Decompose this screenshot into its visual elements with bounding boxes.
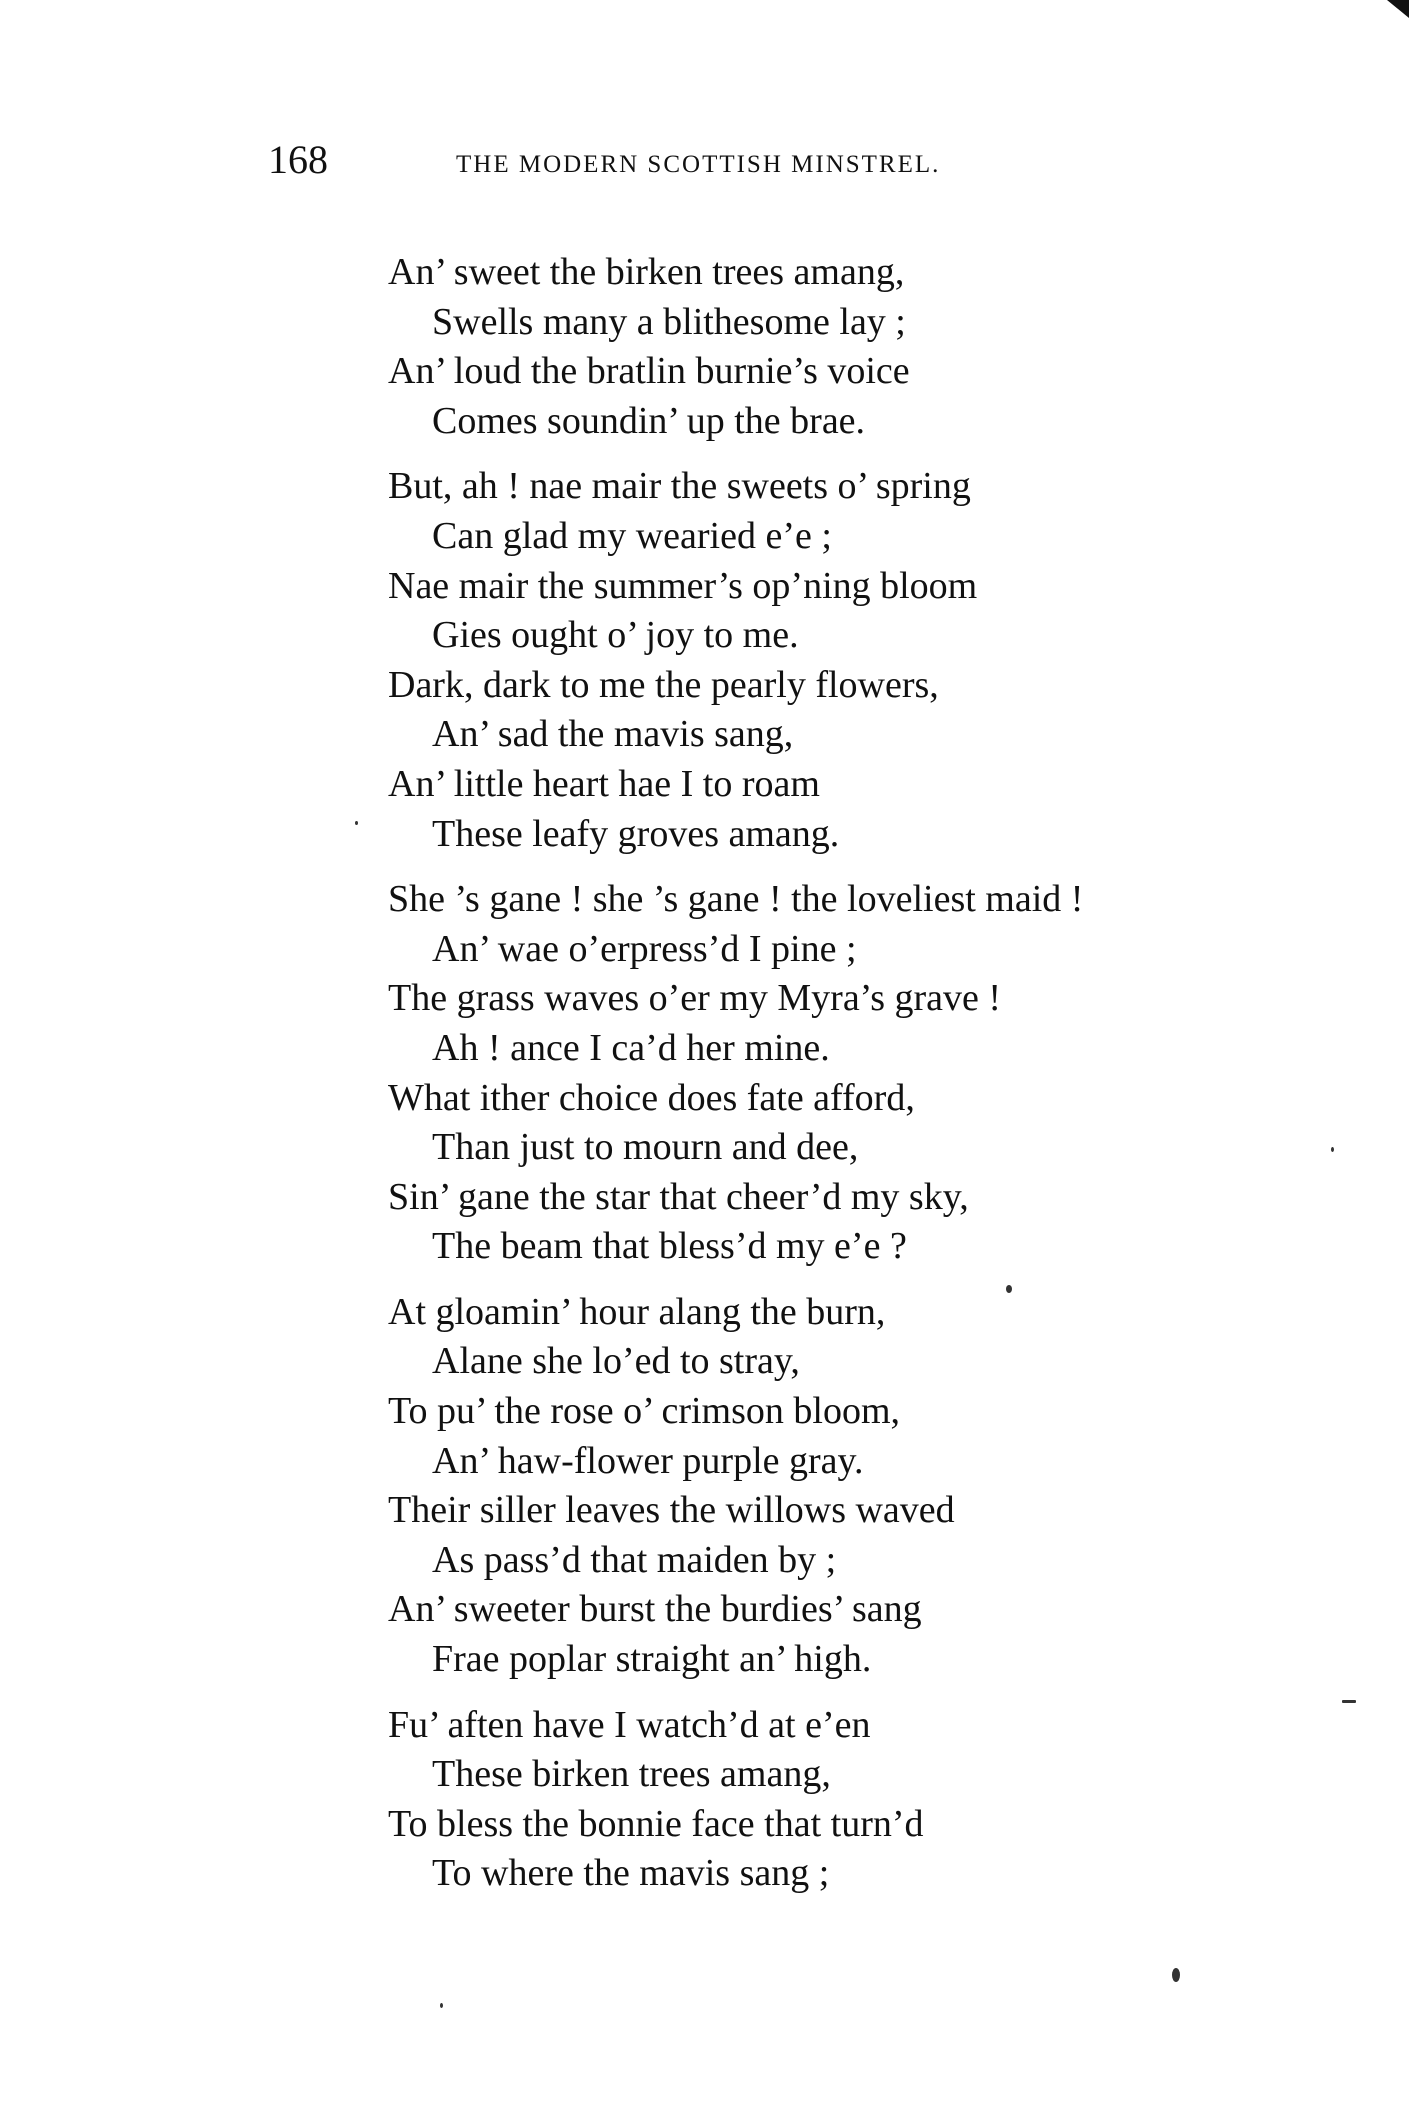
poem-line: Comes soundin’ up the brae. [432,399,866,442]
poem-line: Swells many a blithesome lay ; [432,300,906,343]
poem-line: Ah ! ance I ca’d her mine. [432,1026,830,1069]
poem-line: She ’s gane ! she ’s gane ! the loveliest maid ! [388,878,1084,921]
poem-line: An’ little heart hae I to roam [388,762,820,805]
poem-line: An’ sad the mavis sang, [432,713,794,756]
poem-line: Frae poplar straight an’ high. [432,1638,872,1681]
scan-speck [1172,1968,1180,1982]
poem-line: Dark, dark to me the pearly flowers, [388,663,939,706]
stanza [388,1701,1248,1899]
poem-line: These birken trees amang, [432,1753,831,1796]
poem-line: What ither choice does fate afford, [388,1076,915,1119]
poem-line: To pu’ the rose o’ crimson bloom, [388,1390,900,1433]
poem-line: To where the mavis sang ; [432,1852,830,1895]
poem-line: Nae mair the summer’s op’ning bloom [388,564,978,607]
running-title: THE MODERN SCOTTISH MINSTREL. [456,151,941,178]
poem-line: An’ loud the bratlin burnie’s voice [388,350,910,393]
poem-line: Gies ought o’ joy to me. [432,614,799,657]
stanza [388,1288,1248,1685]
page-number: 168 [268,137,328,182]
poem-line: The grass waves o’er my Myra’s grave ! [388,977,1002,1020]
poem-line: At gloamin’ hour alang the burn, [388,1290,886,1333]
scan-speck [1331,1147,1334,1152]
page-header [268,137,1088,200]
poem-line: An’ haw-flower purple gray. [432,1439,864,1482]
poem-line: An’ sweeter burst the burdies’ sang [388,1588,922,1631]
page-corner-mark [1387,0,1409,18]
scan-speck [355,821,358,825]
poem-line: Than just to mourn and dee, [432,1126,859,1169]
poem-line: An’ wae o’erpress’d I pine ; [432,927,857,970]
poem-line: Fu’ aften have I watch’d at e’en [388,1703,871,1746]
poem-line: Alane she lo’ed to stray, [432,1340,800,1383]
scan-speck [440,2003,443,2008]
poem-line: The beam that bless’d my e’e ? [432,1225,907,1268]
stanza [388,875,1248,1272]
poem-line: Can glad my wearied e’e ; [432,514,832,557]
scan-speck [1006,1285,1012,1293]
poem-line: Their siller leaves the willows waved [388,1489,955,1532]
scan-speck [1342,1700,1356,1703]
poem-line: As pass’d that maiden by ; [432,1538,837,1581]
stanza [388,462,1248,859]
poem-line: Sin’ gane the star that cheer’d my sky, [388,1175,969,1218]
stanza [388,248,1248,446]
poem-line: An’ sweet the birken trees amang, [388,251,905,293]
poem-line: To bless the bonnie face that turn’d [388,1802,924,1845]
poem [388,248,1248,1915]
poem-line: But, ah ! nae mair the sweets o’ spring [388,465,971,508]
poem-line: These leafy groves amang. [432,812,840,855]
